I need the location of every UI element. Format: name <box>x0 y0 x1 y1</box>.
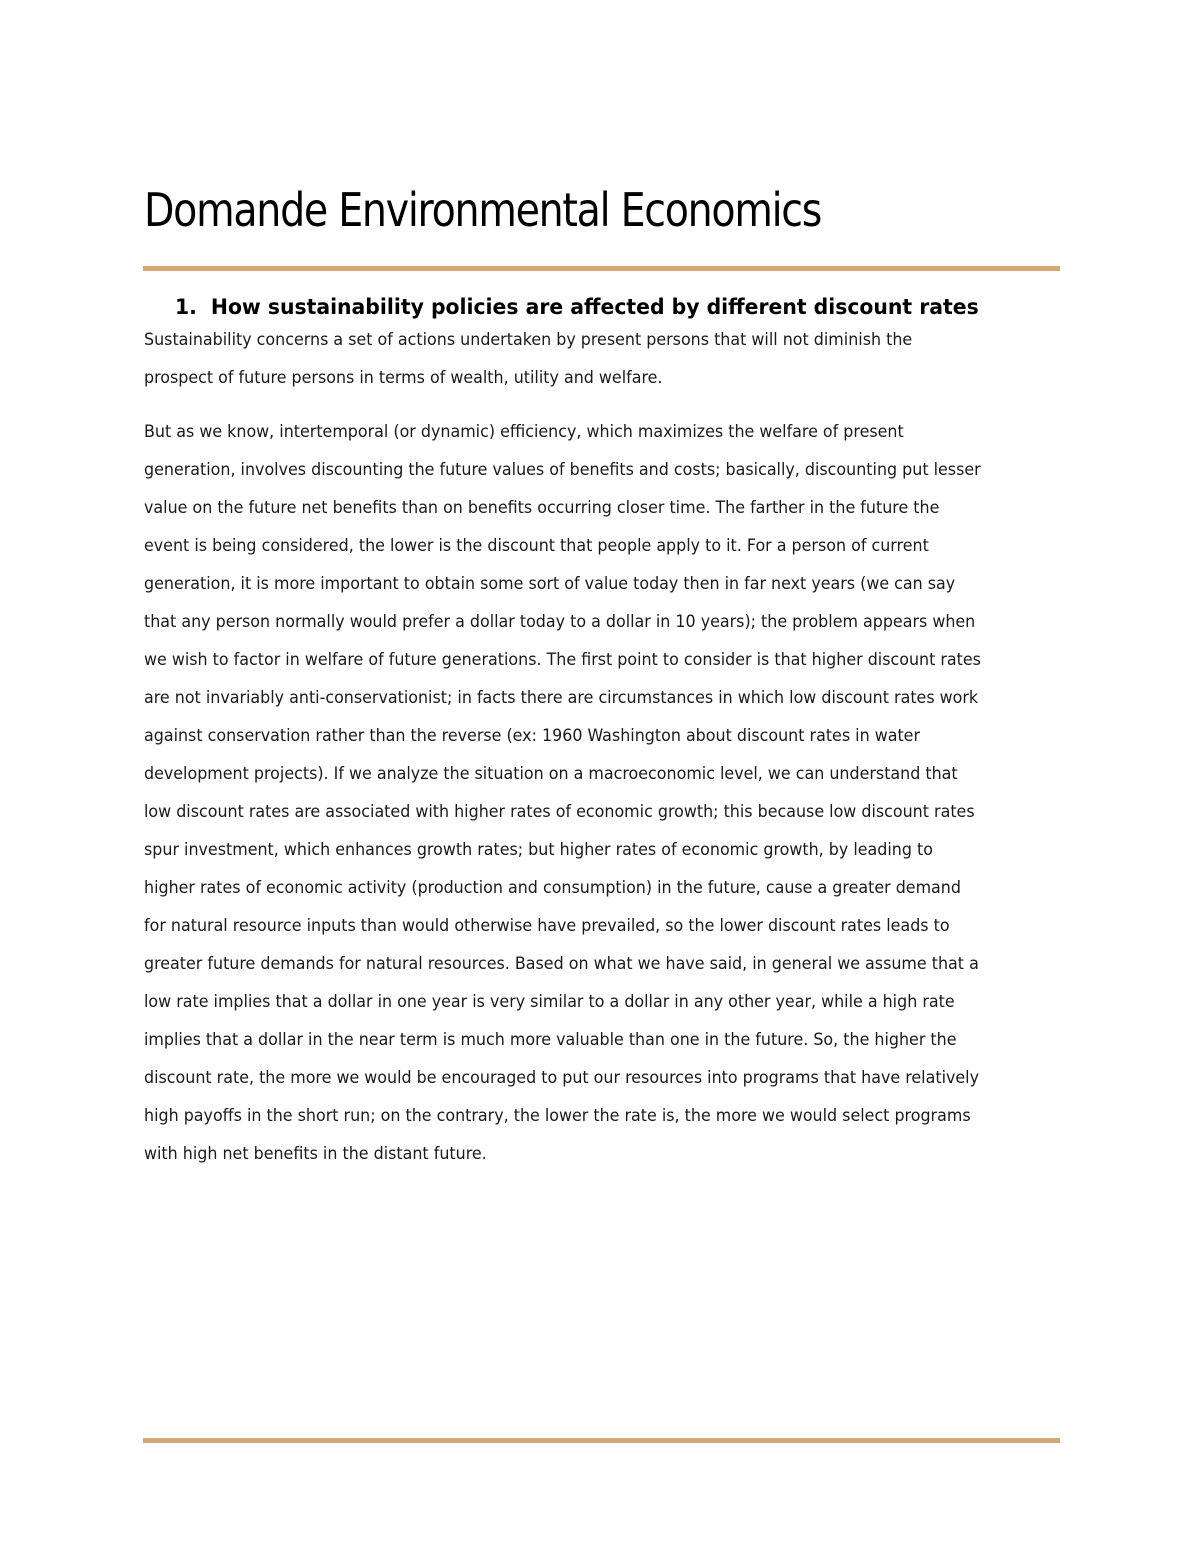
paragraph-line: high payoffs in the short run; on the contrary, the lower the rate is, the more we would select programs <box>144 1106 971 1126</box>
title-divider <box>143 266 1060 271</box>
paragraph-line: event is being considered, the lower is the discount that people apply to it. For a person of current <box>144 536 929 556</box>
paragraph-line: Sustainability concerns a set of actions undertaken by present persons that will not diminish the <box>144 330 913 350</box>
paragraph-2 <box>144 413 1064 1173</box>
paragraph-line: higher rates of economic activity (production and consumption) in the future, cause a greater demand <box>144 878 961 898</box>
paragraph-line: are not invariably anti-conservationist; in facts there are circumstances in which low discount rates work <box>144 688 979 708</box>
paragraph-line: generation, involves discounting the future values of benefits and costs; basically, discounting put lesser <box>144 460 981 480</box>
paragraph-line: low discount rates are associated with higher rates of economic growth; this because low discount rates <box>144 802 975 822</box>
paragraph-line: with high net benefits in the distant future. <box>144 1144 487 1164</box>
section-heading-text: How sustainability policies are affected by different discount rates <box>210 295 979 319</box>
paragraph-line: discount rate, the more we would be encouraged to put our resources into programs that have relatively <box>144 1068 980 1088</box>
paragraph-line: we wish to factor in welfare of future generations. The first point to consider is that higher discount rates <box>144 650 981 670</box>
paragraph-line: for natural resource inputs than would otherwise have prevailed, so the lower discount rates leads to <box>144 916 950 936</box>
footer-divider <box>143 1438 1060 1443</box>
section-heading <box>175 290 979 324</box>
paragraph-line: against conservation rather than the reverse (ex: 1960 Washington about discount rates in water <box>144 726 920 746</box>
paragraph-line: generation, it is more important to obtain some sort of value today then in far next years (we can say <box>144 574 956 594</box>
paragraph-1 <box>144 321 1064 397</box>
paragraph-line: low rate implies that a dollar in one year is very similar to a dollar in any other year, while a high rate <box>144 992 955 1012</box>
paragraph-line: value on the future net benefits than on benefits occurring closer time. The farther in the future the <box>144 498 940 518</box>
paragraph-line: spur investment, which enhances growth rates; but higher rates of economic growth, by leading to <box>144 840 933 860</box>
paragraph-line: prospect of future persons in terms of wealth, utility and welfare. <box>144 368 663 388</box>
document-title: Domande Environmental Economics <box>144 183 822 237</box>
paragraph-line: But as we know, intertemporal (or dynamic) efficiency, which maximizes the welfare of present <box>144 422 904 442</box>
section-number: 1. <box>175 295 197 319</box>
paragraph-line: greater future demands for natural resources. Based on what we have said, in general we assume that a <box>144 954 979 974</box>
paragraph-line: development projects). If we analyze the situation on a macroeconomic level, we can understand that <box>144 764 958 784</box>
paragraph-line: that any person normally would prefer a dollar today to a dollar in 10 years); the problem appears when <box>144 612 976 632</box>
paragraph-line: implies that a dollar in the near term is much more valuable than one in the future. So, the higher the <box>144 1030 957 1050</box>
